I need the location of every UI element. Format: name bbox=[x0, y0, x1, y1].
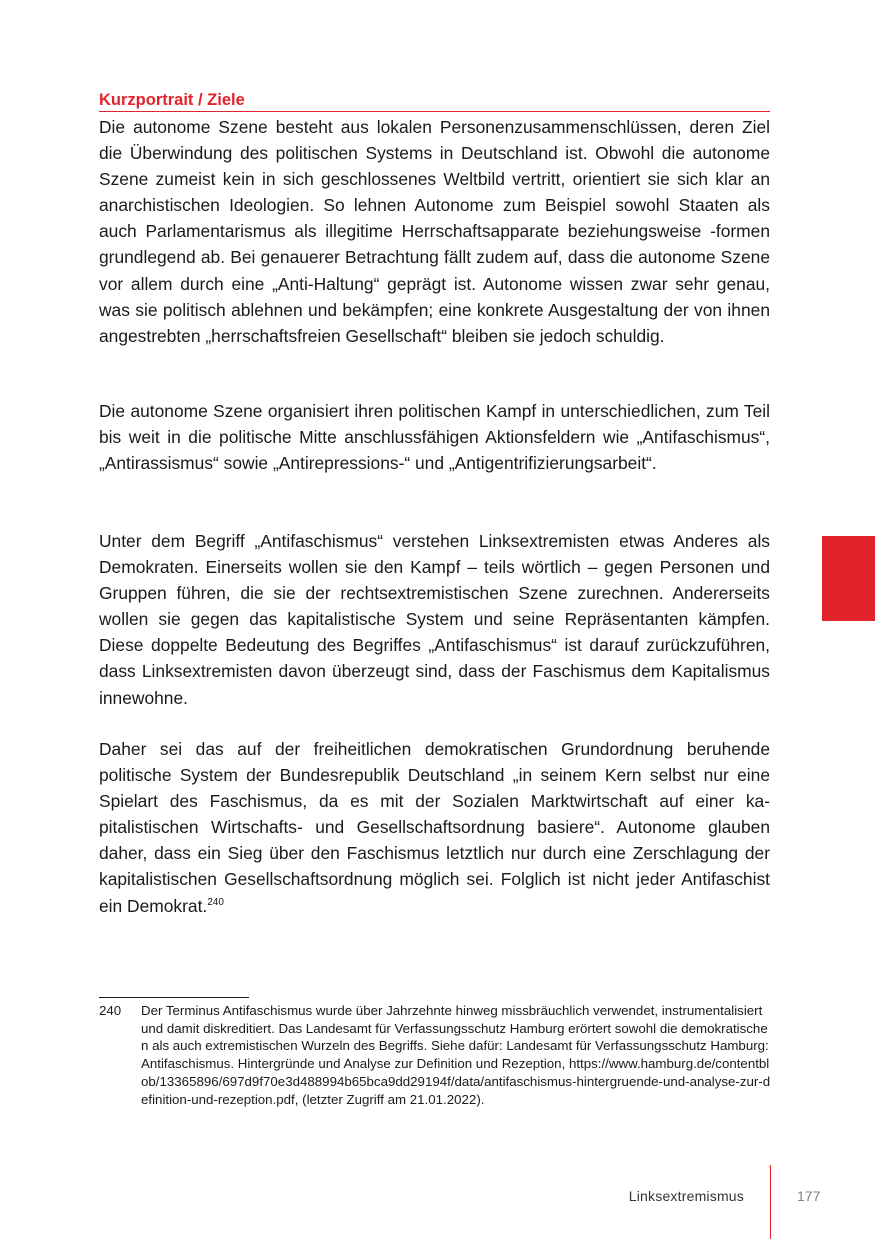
footer-divider bbox=[770, 1165, 771, 1239]
chapter-marker-tab bbox=[822, 536, 875, 621]
paragraph-1: Die autonome Szene besteht aus lokalen Personenzusammenschlüssen, deren Ziel die Überwindung des politischen Systems in Deutschland ist. Obwohl die autonome Szene zumeist kein in sich geschlossenes Weltbild vertritt, orientiert sie sich klar an anarchistischen Ideologien. So lehnen Autonome zum Beispiel sowohl Staaten als auch Parlamentarismus als illegitime Herrschaftsapparate beziehungsweise -formen grundlegend ab. Bei genauerer Betrachtung fällt zudem auf, dass die autonome Szene vor allem durch eine „Anti-Haltung“ geprägt ist. Autonome wissen zwar sehr genau, was sie politisch ablehnen und bekämpfen; eine konkrete Ausgestaltung der von ihnen angestrebten „herrschaftsfreien Gesellschaft“ bleiben sie jedoch schuldig. bbox=[99, 117, 770, 346]
paragraph-2: Die autonome Szene organisiert ihren politischen Kampf in unterschiedlichen, zum Teil bis weit in die politische Mitte anschlussfähigen Aktionsfeldern wie „Antifaschismus“, „Antirassismus“ sowie „Antirepressions-“ und „Antigentrifizierungsarbeit“. bbox=[99, 401, 770, 474]
footnote bbox=[99, 1002, 771, 1108]
footnote-divider bbox=[99, 997, 249, 998]
footnote-number: 240 bbox=[99, 1003, 122, 1018]
paragraph-4-text: Daher sei das auf der freiheitlichen demokratischen Grundordnung beruhende politische System der Bundesrepublik Deutschland „in seinem Kern selbst nur eine Spielart des Faschismus, da es mit der Sozialen Marktwirtschaft auf einer kapitalistischen Wirtschafts- und Gesellschaftsordnung basiere“. Autonome glauben daher, dass ein Sieg über den Faschismus letztlich nur durch eine Zerschlagung der kapitalistischen Gesellschaftsordnung möglich sei. Folglich ist nicht jeder Antifaschist ein Demokrat. bbox=[99, 739, 770, 916]
section-heading: Kurzportrait / Ziele bbox=[99, 90, 770, 112]
paragraph-4 bbox=[99, 736, 770, 919]
page-number: 177 bbox=[797, 1188, 821, 1204]
footnote-reference[interactable]: 240 bbox=[207, 896, 224, 908]
footnote-text: Der Terminus Antifaschismus wurde über Jahrzehnte hinweg missbräuchlich verwendet, instrumentalisiert und damit diskreditiert. Das Landesamt für Verfassungsschutz Hamburg erörtert sowohl die demokratischen als auch extremistischen Wurzeln des Begriffs. Siehe dafür: Landesamt für Verfassungsschutz Hamburg: Antifaschismus. Hintergründe und Analyse zur Definition und Rezeption, https://www.hamburg.de/contentblob/13365896/697d9f70e3d488994b65bca9dd29194f/data/antifaschismus-hintergruende-und-analyse-zur-definition-und-rezeption.pdf, (letzter Zugriff am 21.01.2022). bbox=[141, 1003, 771, 1107]
footer-section-label: Linksextremismus bbox=[628, 1188, 744, 1204]
paragraph-3: Unter dem Begriff „Antifaschismus“ verstehen Linksextremisten etwas Anderes als Demokraten. Einerseits wollen sie den Kampf – teils wörtlich – gegen Personen und Gruppen führen, die sie der rechtsextremistischen Szene zurechnen. Andererseits wollen sie gegen das kapitalistische System und seine Repräsentanten kämpfen. Diese doppelte Bedeutung des Begriffes „Antifaschismus“ ist darauf zurückzuführen, dass Linksextremisten davon überzeugt sind, dass der Faschismus dem Kapitalismus innewohne. bbox=[99, 531, 770, 708]
